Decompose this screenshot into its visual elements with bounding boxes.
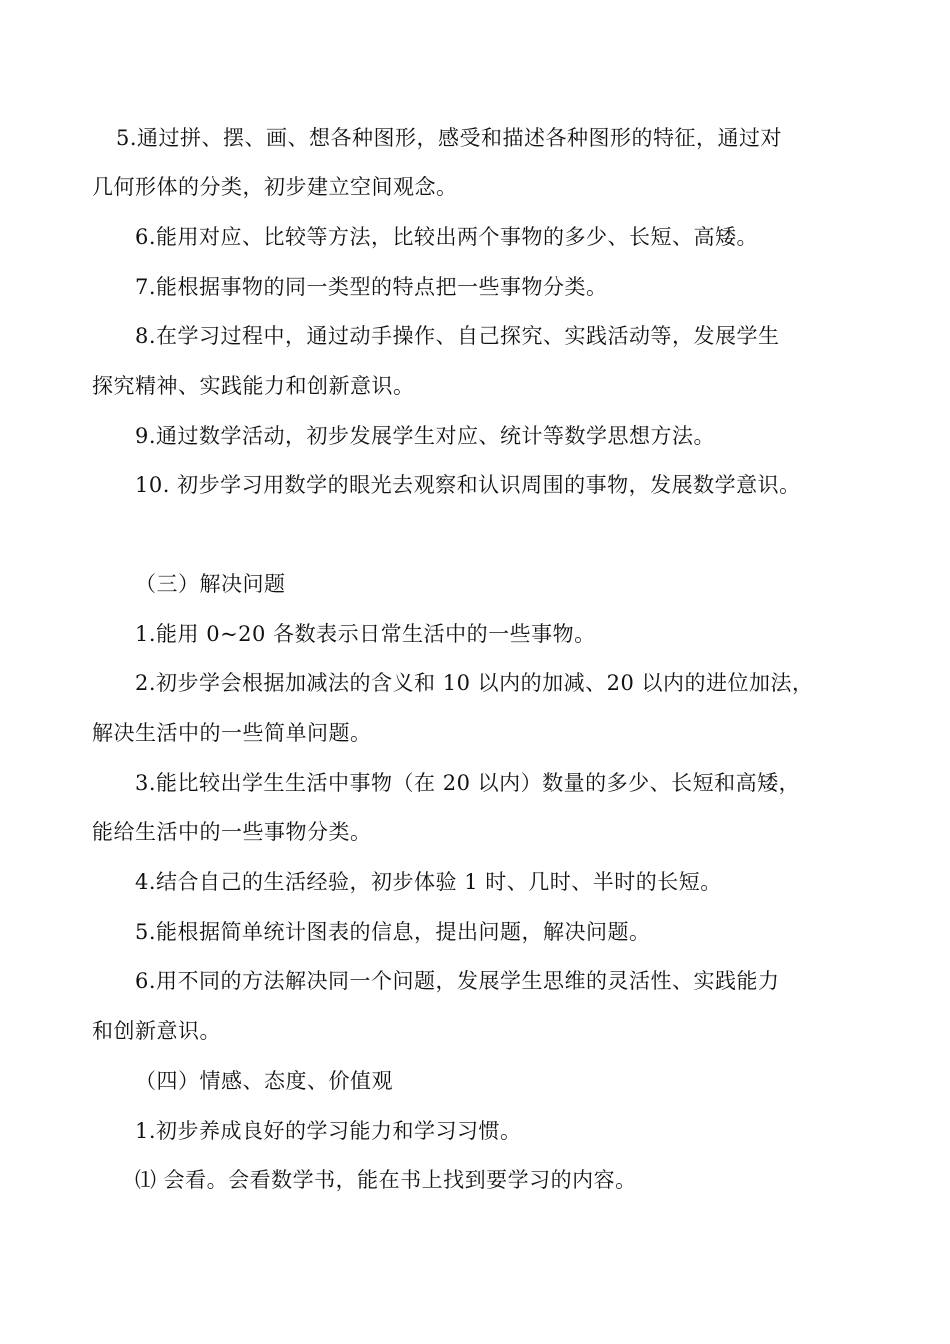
paragraph-line: 和创新意识。 bbox=[92, 1019, 221, 1043]
paragraph-line: 几何形体的分类，初步建立空间观念。 bbox=[92, 175, 458, 199]
paragraph-line: 5.通过拼、摆、画、想各种图形，感受和描述各种图形的特征，通过对 bbox=[116, 126, 783, 150]
paragraph-line: 9.通过数学活动，初步发展学生对应、统计等数学思想方法。 bbox=[135, 424, 716, 448]
paragraph-line: 1.初步养成良好的学习能力和学习习惯。 bbox=[135, 1119, 522, 1143]
paragraph-line: 能给生活中的一些事物分类。 bbox=[92, 820, 372, 844]
paragraph-line: 5.能根据简单统计图表的信息，提出问题，解决问题。 bbox=[135, 920, 651, 944]
paragraph-line: 8.在学习过程中，通过动手操作、自己探究、实践活动等，发展学生 bbox=[135, 324, 780, 348]
paragraph-line: 4.结合自己的生活经验，初步体验 1 时、几时、半时的长短。 bbox=[135, 870, 722, 894]
paragraph-line: 3.能比较出学生生活中事物（在 20 以内）数量的多少、长短和高矮， bbox=[135, 771, 801, 795]
paragraph-line: 6.用不同的方法解决同一个问题，发展学生思维的灵活性、实践能力 bbox=[135, 969, 780, 993]
paragraph-line: 7.能根据事物的同一类型的特点把一些事物分类。 bbox=[135, 275, 608, 299]
section-heading: （四）情感、态度、价值观 bbox=[135, 1069, 393, 1093]
paragraph-line: 探究精神、实践能力和创新意识。 bbox=[92, 374, 415, 398]
paragraph-line: ⑴ 会看。会看数学书，能在书上找到要学习的内容。 bbox=[135, 1168, 637, 1192]
section-heading: （三）解决问题 bbox=[135, 572, 286, 596]
paragraph-line: 解决生活中的一些简单问题。 bbox=[92, 721, 372, 745]
paragraph-line: 1.能用 0~20 各数表示日常生活中的一些事物。 bbox=[135, 622, 596, 646]
paragraph-line: 2.初步学会根据加减法的含义和 10 以内的加减、20 以内的进位加法， bbox=[135, 671, 814, 695]
paragraph-line: 10. 初步学习用数学的眼光去观察和认识周围的事物，发展数学意识。 bbox=[135, 473, 801, 497]
paragraph-line: 6.能用对应、比较等方法，比较出两个事物的多少、长短、高矮。 bbox=[135, 225, 759, 249]
